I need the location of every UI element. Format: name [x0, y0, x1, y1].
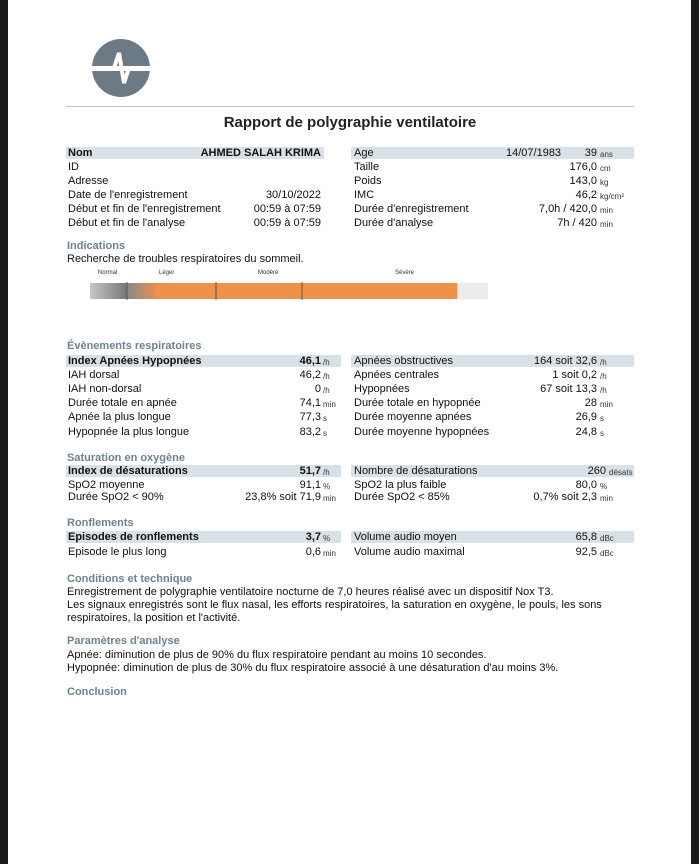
duree-hypo-value: 28: [584, 397, 597, 409]
duree85-unit: min: [600, 494, 613, 503]
index-ah-label: Index Apnées Hypopnées: [68, 355, 202, 367]
duree-an-label: Durée d'analyse: [354, 217, 434, 229]
episodes-label: Episodes de ronflements: [68, 531, 199, 543]
apnee-longue-label: Apnée la plus longue: [68, 411, 171, 423]
duree85-value: 0,7% soit 2,3: [533, 491, 597, 503]
obstr-label: Apnées obstructives: [354, 355, 454, 367]
spo2-moy-value: 91,1: [299, 479, 321, 491]
hypo-value: 67 soit 13,3: [540, 383, 597, 395]
iah-nondorsal-unit: /h: [323, 386, 330, 395]
obstr-unit: /h: [600, 358, 607, 367]
indications-heading: Indications: [67, 240, 126, 252]
debut-enr-value: 00:59 à 07:59: [253, 203, 321, 215]
moy-apnees-value: 26,9: [575, 411, 597, 423]
adresse-label: Adresse: [68, 175, 109, 187]
moy-hypo-unit: s: [600, 429, 604, 438]
hypopnee-longue-label: Hypopnée la plus longue: [68, 426, 190, 438]
severity-zone-normal: [90, 283, 127, 299]
taille-label: Taille: [354, 161, 380, 173]
duree90-label: Durée SpO2 < 90%: [68, 491, 164, 503]
taille-value: 176,0: [569, 161, 597, 173]
nb-desat-label: Nombre de désaturations: [354, 465, 478, 477]
moy-apnees-unit: s: [600, 414, 604, 423]
hypo-label: Hypopnées: [354, 383, 410, 395]
age-unit: ans: [600, 150, 613, 159]
duree-apnee-value: 74,1: [299, 397, 321, 409]
duree90-unit: min: [323, 494, 336, 503]
moy-hypo-label: Durée moyenne hypopnées: [354, 426, 490, 438]
index-ah-value: 46,1: [299, 355, 321, 367]
vol-max-unit: dBc: [600, 549, 614, 558]
duree-enr-label: Durée d'enregistrement: [354, 203, 469, 215]
scale-leger-label: Léger: [159, 270, 175, 276]
scale-modere-label: Modéré: [258, 270, 279, 276]
duree-an-value: 7h / 420: [557, 217, 597, 229]
nb-desat-value: 260: [587, 465, 606, 477]
debut-enr-label: Début et fin de l'enregistrement: [68, 203, 221, 215]
index-desat-unit: /h: [323, 468, 330, 477]
iah-dorsal-label: IAH dorsal: [68, 369, 120, 381]
scale-severe-label: Sévère: [395, 270, 415, 276]
duree85-label: Durée SpO2 < 85%: [354, 491, 450, 503]
conditions-heading: Conditions et technique: [67, 573, 193, 585]
episodes-value: 3,7: [305, 531, 321, 543]
report-title: Rapport de polygraphie ventilatoire: [223, 114, 477, 131]
vol-moy-unit: dBc: [600, 534, 614, 543]
duree-apnee-label: Durée totale en apnée: [68, 397, 177, 409]
obstr-value: 164 soit 32,6: [534, 355, 597, 367]
vol-moy-label: Volume audio moyen: [354, 531, 457, 543]
duree-hypo-label: Durée totale en hypopnée: [354, 397, 481, 409]
spo2-moy-unit: %: [323, 482, 331, 491]
age-value: 39: [584, 147, 597, 159]
episode-long-label: Episode le plus long: [68, 546, 167, 558]
header-divider: [66, 106, 634, 107]
index-desat-label: Index de désaturations: [68, 465, 188, 477]
vol-max-label: Volume audio maximal: [354, 546, 465, 558]
indications-text: Recherche de troubles respiratoires du sommeil.: [67, 253, 304, 265]
debut-an-label: Début et fin de l'analyse: [68, 217, 186, 229]
duree-enr-unit: min: [600, 206, 613, 215]
report-page: [8, 0, 691, 864]
apnee-longue-value: 77,3: [299, 411, 321, 423]
age-date: 14/07/1983: [506, 147, 562, 159]
poids-unit: kg: [600, 178, 609, 187]
hypo-unit: /h: [600, 386, 607, 395]
centr-label: Apnées centrales: [354, 369, 439, 381]
heartbeat-logo-icon: [92, 39, 150, 97]
parametres-heading: Paramètres d'analyse: [67, 635, 180, 647]
spo2-faible-value: 80,0: [575, 479, 597, 491]
spo2-faible-unit: %: [600, 482, 608, 491]
hypopnee-longue-unit: s: [323, 429, 327, 438]
conditions-line2: Les signaux enregistrés sont le flux nasal, les efforts respiratoires, la saturation en oxygène, le pouls, les sons respiratoires, la position et l'activité.: [67, 599, 602, 624]
spo2-faible-label: SpO2 la plus faible: [354, 479, 447, 491]
hypopnee-longue-value: 83,2: [299, 426, 321, 438]
debut-an-value: 00:59 à 07:59: [253, 217, 321, 229]
severity-bar: [90, 280, 490, 302]
apnee-longue-unit: s: [323, 414, 327, 423]
conditions-line1: Enregistrement de polygraphie ventilatoire nocturne de 7,0 heures réalisé avec un dispositif Nox T3.: [67, 586, 554, 598]
iah-dorsal-value: 46,2: [299, 369, 321, 381]
date-value: 30/10/2022: [265, 189, 321, 201]
centr-unit: /h: [600, 372, 607, 381]
iah-nondorsal-value: 0: [314, 383, 321, 395]
ronflements-heading: Ronflements: [67, 517, 134, 529]
id-label: ID: [68, 161, 79, 173]
centr-value: 1 soit 0,2: [552, 369, 597, 381]
nb-desat-unit: désats: [609, 468, 633, 477]
vol-max-value: 92,5: [575, 546, 597, 558]
moy-hypo-value: 24,8: [575, 426, 597, 438]
imc-unit: kg/cm²: [600, 192, 624, 201]
scale-normal-label: Normal: [98, 270, 118, 276]
duree-an-unit: min: [600, 220, 613, 229]
spo2-moy-label: SpO2 moyenne: [68, 479, 145, 491]
taille-unit: cm: [600, 164, 611, 173]
index-desat-value: 51,7: [299, 465, 321, 477]
saturation-heading: Saturation en oxygène: [67, 452, 185, 464]
index-ah-unit: /h: [323, 358, 330, 367]
iah-nondorsal-label: IAH non-dorsal: [68, 383, 142, 395]
imc-label: IMC: [354, 189, 375, 201]
imc-value: 46,2: [575, 189, 597, 201]
duree-apnee-unit: min: [323, 400, 336, 409]
episode-long-value: 0,6: [305, 546, 321, 558]
parametres-line2: Hypopnée: diminution de plus de 30% du flux respiratoire associé à une désaturation d'au moins 3%.: [67, 662, 559, 674]
duree90-value: 23,8% soit 71,9: [245, 491, 321, 503]
episodes-unit: %: [323, 534, 331, 543]
duree-enr-value: 7,0h / 420,0: [538, 203, 597, 215]
iah-dorsal-unit: /h: [323, 372, 330, 381]
severity-fill: [155, 283, 457, 299]
age-label: Age: [354, 147, 374, 159]
parametres-line1: Apnée: diminution de plus de 90% du flux respiratoire pendant au moins 10 secondes.: [67, 649, 487, 661]
moy-apnees-label: Durée moyenne apnées: [354, 411, 472, 423]
episode-long-unit: min: [323, 549, 336, 558]
duree-hypo-unit: min: [600, 400, 613, 409]
vol-moy-value: 65,8: [575, 531, 597, 543]
conclusion-heading: Conclusion: [67, 686, 127, 698]
date-label: Date de l'enregistrement: [68, 189, 188, 201]
severity-zone-leger: [127, 283, 155, 299]
nom-label: Nom: [68, 147, 93, 159]
evenements-heading: Évènements respiratoires: [67, 340, 202, 352]
nom-value: AHMED SALAH KRIMA: [200, 147, 321, 159]
poids-label: Poids: [354, 175, 382, 187]
poids-value: 143,0: [569, 175, 597, 187]
